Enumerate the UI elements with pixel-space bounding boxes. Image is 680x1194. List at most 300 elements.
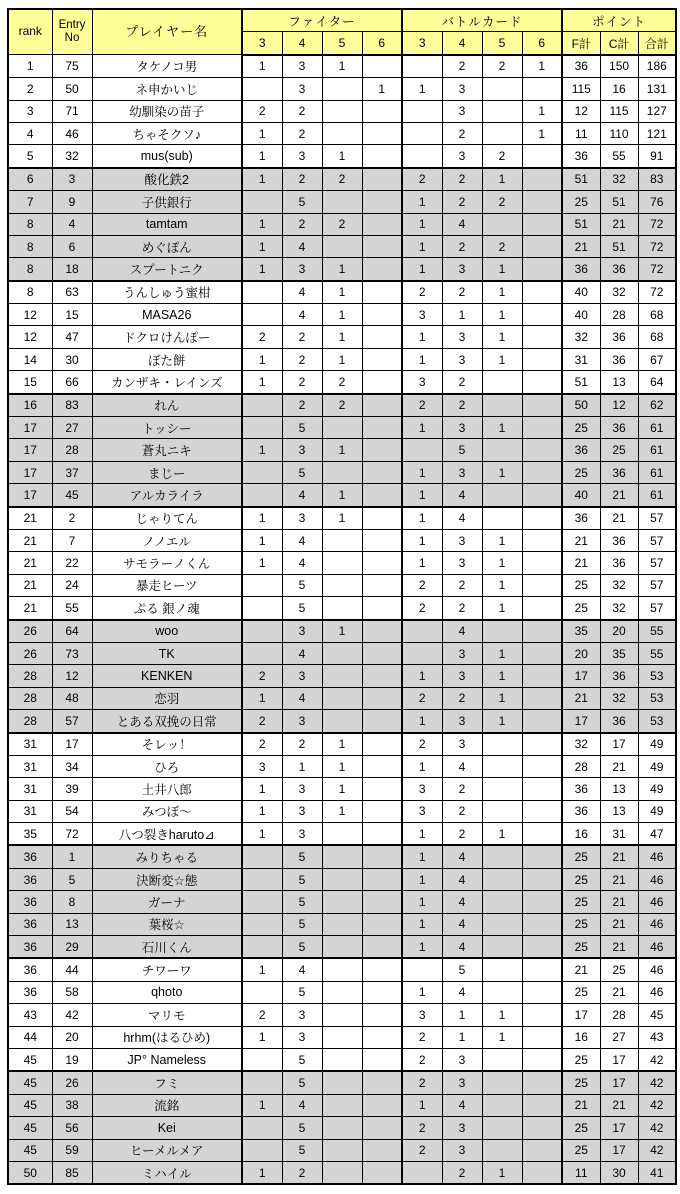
cell-battlecard-3: 1	[402, 78, 442, 100]
cell-battlecard-6	[522, 710, 562, 733]
cell-point-total: 61	[638, 461, 676, 483]
cell-battlecard-3: 1	[402, 529, 442, 551]
cell-battlecard-6	[522, 213, 562, 235]
cell-rank: 8	[8, 235, 52, 257]
cell-rank: 12	[8, 326, 52, 348]
cell-rank: 36	[8, 981, 52, 1003]
cell-entry-no: 75	[52, 55, 92, 78]
cell-fighter-4: 2	[282, 122, 322, 144]
cell-battlecard-3: 1	[402, 665, 442, 687]
cell-battlecard-5: 1	[482, 417, 522, 439]
cell-fighter-3	[242, 1071, 282, 1094]
cell-fighter-4: 2	[282, 213, 322, 235]
cell-player-name: とある双挽の日常	[92, 710, 242, 733]
cell-fighter-5	[322, 891, 362, 913]
cell-fighter-5: 2	[322, 371, 362, 394]
cell-rank: 17	[8, 417, 52, 439]
cell-battlecard-3: 1	[402, 868, 442, 890]
table-row	[8, 1071, 676, 1094]
cell-battlecard-5: 1	[482, 1004, 522, 1026]
cell-fighter-3: 1	[242, 1094, 282, 1116]
cell-player-name: 蒼丸ニキ	[92, 439, 242, 461]
table-row	[8, 1004, 676, 1026]
cell-player-name: サモラーノくん	[92, 552, 242, 574]
cell-fighter-3	[242, 597, 282, 620]
cell-point-c-total: 150	[600, 55, 638, 78]
cell-fighter-5: 1	[322, 326, 362, 348]
cell-fighter-3	[242, 1048, 282, 1071]
cell-fighter-4: 4	[282, 642, 322, 664]
cell-player-name: ぼた餅	[92, 348, 242, 370]
cell-player-name: qhoto	[92, 981, 242, 1003]
cell-battlecard-6	[522, 461, 562, 483]
cell-point-f-total: 16	[562, 823, 600, 846]
cell-battlecard-3: 3	[402, 371, 442, 394]
cell-battlecard-5	[482, 1094, 522, 1116]
cell-battlecard-3	[402, 122, 442, 144]
table-row	[8, 348, 676, 370]
cell-fighter-5	[322, 710, 362, 733]
cell-battlecard-6	[522, 574, 562, 596]
cell-fighter-6	[362, 145, 402, 168]
cell-fighter-3	[242, 620, 282, 643]
cell-battlecard-6	[522, 371, 562, 394]
cell-fighter-3	[242, 642, 282, 664]
cell-fighter-3	[242, 981, 282, 1003]
cell-battlecard-6	[522, 326, 562, 348]
cell-point-c-total: 32	[600, 168, 638, 191]
cell-point-f-total: 25	[562, 981, 600, 1003]
cell-player-name: まじー	[92, 461, 242, 483]
cell-battlecard-6	[522, 78, 562, 100]
cell-battlecard-4: 3	[442, 1139, 482, 1161]
cell-player-name: JP° Nameless	[92, 1048, 242, 1071]
cell-battlecard-4: 3	[442, 145, 482, 168]
header-battlecard-3: 3	[402, 32, 442, 55]
cell-player-name: ネ申かいじ	[92, 78, 242, 100]
cell-fighter-4: 2	[282, 168, 322, 191]
table-row	[8, 1117, 676, 1139]
table-row	[8, 461, 676, 483]
cell-entry-no: 45	[52, 484, 92, 507]
cell-fighter-5	[322, 1048, 362, 1071]
cell-point-f-total: 12	[562, 100, 600, 122]
cell-fighter-6	[362, 981, 402, 1003]
tournament-results-table	[7, 8, 677, 1185]
cell-fighter-6: 1	[362, 78, 402, 100]
table-row	[8, 733, 676, 756]
cell-fighter-5: 1	[322, 507, 362, 530]
table-row	[8, 258, 676, 281]
cell-entry-no: 72	[52, 823, 92, 846]
cell-battlecard-3: 1	[402, 326, 442, 348]
cell-fighter-6	[362, 484, 402, 507]
cell-battlecard-4: 2	[442, 800, 482, 822]
table-header	[8, 9, 676, 55]
cell-point-c-total: 21	[600, 845, 638, 868]
cell-player-name: じゃりてん	[92, 507, 242, 530]
cell-entry-no: 29	[52, 936, 92, 959]
cell-point-total: 131	[638, 78, 676, 100]
cell-point-c-total: 17	[600, 733, 638, 756]
cell-fighter-5	[322, 1094, 362, 1116]
cell-fighter-4: 2	[282, 326, 322, 348]
cell-fighter-6	[362, 326, 402, 348]
cell-fighter-6	[362, 122, 402, 144]
cell-point-total: 61	[638, 484, 676, 507]
cell-battlecard-6	[522, 1117, 562, 1139]
cell-rank: 21	[8, 574, 52, 596]
cell-battlecard-3: 2	[402, 574, 442, 596]
table-row	[8, 122, 676, 144]
cell-rank: 4	[8, 122, 52, 144]
table-row	[8, 55, 676, 78]
cell-fighter-6	[362, 574, 402, 596]
cell-battlecard-4: 3	[442, 258, 482, 281]
cell-fighter-3	[242, 417, 282, 439]
cell-battlecard-4: 4	[442, 484, 482, 507]
header-fighter-4: 4	[282, 32, 322, 55]
cell-point-f-total: 21	[562, 687, 600, 709]
cell-point-f-total: 20	[562, 642, 600, 664]
cell-battlecard-3: 1	[402, 235, 442, 257]
cell-entry-no: 24	[52, 574, 92, 596]
cell-fighter-5	[322, 1004, 362, 1026]
cell-fighter-5	[322, 845, 362, 868]
cell-point-total: 67	[638, 348, 676, 370]
cell-battlecard-6	[522, 529, 562, 551]
cell-fighter-5: 1	[322, 778, 362, 800]
cell-point-f-total: 21	[562, 958, 600, 981]
cell-fighter-4: 5	[282, 845, 322, 868]
cell-fighter-6	[362, 529, 402, 551]
cell-battlecard-4: 4	[442, 755, 482, 777]
cell-point-total: 46	[638, 936, 676, 959]
cell-rank: 8	[8, 258, 52, 281]
cell-fighter-5	[322, 936, 362, 959]
cell-point-total: 57	[638, 507, 676, 530]
cell-battlecard-3: 1	[402, 823, 442, 846]
cell-player-name: MASA26	[92, 304, 242, 326]
cell-point-f-total: 21	[562, 529, 600, 551]
cell-fighter-5: 1	[322, 484, 362, 507]
cell-player-name: ヒーメルメア	[92, 1139, 242, 1161]
cell-battlecard-3: 1	[402, 913, 442, 935]
cell-point-f-total: 25	[562, 868, 600, 890]
cell-battlecard-5	[482, 620, 522, 643]
cell-point-total: 55	[638, 642, 676, 664]
cell-battlecard-3: 2	[402, 1048, 442, 1071]
cell-rank: 28	[8, 665, 52, 687]
header-fighter-5: 5	[322, 32, 362, 55]
cell-rank: 8	[8, 213, 52, 235]
cell-battlecard-5: 1	[482, 642, 522, 664]
cell-point-f-total: 21	[562, 552, 600, 574]
cell-entry-no: 39	[52, 778, 92, 800]
cell-point-c-total: 17	[600, 1071, 638, 1094]
cell-entry-no: 18	[52, 258, 92, 281]
cell-point-f-total: 36	[562, 439, 600, 461]
cell-battlecard-4: 4	[442, 936, 482, 959]
table-row	[8, 1161, 676, 1184]
cell-entry-no: 83	[52, 394, 92, 417]
cell-fighter-4: 5	[282, 574, 322, 596]
cell-fighter-5	[322, 100, 362, 122]
cell-battlecard-3: 1	[402, 891, 442, 913]
cell-battlecard-5: 1	[482, 258, 522, 281]
cell-point-total: 57	[638, 552, 676, 574]
table-row	[8, 597, 676, 620]
cell-rank: 44	[8, 1026, 52, 1048]
cell-fighter-6	[362, 958, 402, 981]
cell-fighter-3	[242, 191, 282, 213]
cell-battlecard-6	[522, 168, 562, 191]
cell-point-f-total: 51	[562, 371, 600, 394]
cell-battlecard-3: 1	[402, 461, 442, 483]
cell-entry-no: 3	[52, 168, 92, 191]
cell-player-name: ぷる 銀ノ魂	[92, 597, 242, 620]
cell-point-c-total: 21	[600, 936, 638, 959]
cell-fighter-3: 2	[242, 710, 282, 733]
cell-point-c-total: 31	[600, 823, 638, 846]
cell-fighter-5	[322, 1117, 362, 1139]
cell-point-c-total: 21	[600, 507, 638, 530]
cell-point-f-total: 40	[562, 281, 600, 304]
cell-battlecard-4: 5	[442, 958, 482, 981]
cell-fighter-4: 3	[282, 620, 322, 643]
cell-battlecard-5	[482, 78, 522, 100]
cell-point-f-total: 25	[562, 936, 600, 959]
cell-entry-no: 9	[52, 191, 92, 213]
cell-entry-no: 5	[52, 868, 92, 890]
cell-battlecard-4: 2	[442, 823, 482, 846]
cell-battlecard-3	[402, 439, 442, 461]
cell-point-c-total: 17	[600, 1048, 638, 1071]
cell-fighter-5: 1	[322, 281, 362, 304]
cell-entry-no: 54	[52, 800, 92, 822]
cell-battlecard-3: 1	[402, 755, 442, 777]
cell-fighter-3: 1	[242, 213, 282, 235]
cell-point-total: 42	[638, 1139, 676, 1161]
header-entry-line1: Entry	[58, 18, 86, 31]
cell-point-f-total: 40	[562, 304, 600, 326]
table-row	[8, 845, 676, 868]
cell-fighter-3	[242, 845, 282, 868]
cell-point-f-total: 25	[562, 1117, 600, 1139]
cell-point-c-total: 25	[600, 439, 638, 461]
cell-point-c-total: 21	[600, 981, 638, 1003]
cell-battlecard-5: 2	[482, 191, 522, 213]
cell-fighter-3: 1	[242, 55, 282, 78]
cell-battlecard-6	[522, 191, 562, 213]
cell-fighter-4: 5	[282, 913, 322, 935]
cell-battlecard-6	[522, 1094, 562, 1116]
cell-fighter-5	[322, 981, 362, 1003]
cell-fighter-5	[322, 1026, 362, 1048]
cell-battlecard-6	[522, 891, 562, 913]
cell-point-f-total: 25	[562, 597, 600, 620]
cell-battlecard-3	[402, 145, 442, 168]
header-battlecard-6: 6	[522, 32, 562, 55]
cell-battlecard-3: 2	[402, 1026, 442, 1048]
cell-point-total: 72	[638, 235, 676, 257]
cell-entry-no: 59	[52, 1139, 92, 1161]
cell-fighter-6	[362, 620, 402, 643]
cell-battlecard-5	[482, 913, 522, 935]
cell-point-c-total: 28	[600, 1004, 638, 1026]
cell-fighter-5: 2	[322, 213, 362, 235]
cell-fighter-6	[362, 213, 402, 235]
cell-rank: 17	[8, 439, 52, 461]
cell-rank: 45	[8, 1139, 52, 1161]
cell-entry-no: 48	[52, 687, 92, 709]
cell-fighter-6	[362, 394, 402, 417]
cell-player-name: tamtam	[92, 213, 242, 235]
cell-rank: 31	[8, 800, 52, 822]
cell-battlecard-5: 2	[482, 145, 522, 168]
cell-battlecard-6	[522, 394, 562, 417]
cell-point-total: 49	[638, 800, 676, 822]
cell-fighter-3	[242, 304, 282, 326]
cell-battlecard-5: 1	[482, 461, 522, 483]
cell-battlecard-6	[522, 642, 562, 664]
cell-point-f-total: 17	[562, 665, 600, 687]
cell-fighter-4: 5	[282, 1117, 322, 1139]
cell-point-total: 72	[638, 213, 676, 235]
cell-player-name: ノノエル	[92, 529, 242, 551]
cell-fighter-6	[362, 1004, 402, 1026]
cell-fighter-5: 1	[322, 55, 362, 78]
cell-player-name: 恋羽	[92, 687, 242, 709]
table-row	[8, 958, 676, 981]
cell-rank: 21	[8, 507, 52, 530]
cell-battlecard-3	[402, 55, 442, 78]
cell-fighter-3: 1	[242, 258, 282, 281]
cell-battlecard-3: 3	[402, 1004, 442, 1026]
cell-player-name: めぐぽん	[92, 235, 242, 257]
cell-point-f-total: 36	[562, 778, 600, 800]
cell-fighter-3: 1	[242, 439, 282, 461]
cell-point-total: 76	[638, 191, 676, 213]
cell-player-name: 流銘	[92, 1094, 242, 1116]
cell-battlecard-5: 1	[482, 665, 522, 687]
cell-rank: 28	[8, 687, 52, 709]
cell-battlecard-3: 2	[402, 597, 442, 620]
cell-rank: 36	[8, 958, 52, 981]
cell-battlecard-5	[482, 778, 522, 800]
cell-fighter-5	[322, 552, 362, 574]
cell-fighter-4: 3	[282, 55, 322, 78]
table-row	[8, 1094, 676, 1116]
cell-fighter-6	[362, 417, 402, 439]
cell-fighter-6	[362, 1094, 402, 1116]
cell-player-name: カンザキ・レインズ	[92, 371, 242, 394]
cell-battlecard-3: 2	[402, 168, 442, 191]
cell-battlecard-4: 2	[442, 394, 482, 417]
cell-rank: 45	[8, 1048, 52, 1071]
cell-battlecard-5: 1	[482, 348, 522, 370]
cell-fighter-6	[362, 461, 402, 483]
cell-fighter-4: 4	[282, 281, 322, 304]
cell-battlecard-6: 1	[522, 55, 562, 78]
cell-player-name: hrhm(はるひめ)	[92, 1026, 242, 1048]
cell-fighter-6	[362, 1161, 402, 1184]
cell-battlecard-4: 3	[442, 665, 482, 687]
cell-fighter-6	[362, 191, 402, 213]
cell-fighter-6	[362, 439, 402, 461]
cell-battlecard-3	[402, 100, 442, 122]
cell-fighter-3: 1	[242, 1161, 282, 1184]
header-point-c-total: C計	[600, 32, 638, 55]
cell-point-f-total: 36	[562, 145, 600, 168]
cell-rank: 36	[8, 936, 52, 959]
cell-fighter-4: 4	[282, 552, 322, 574]
cell-battlecard-3: 2	[402, 1071, 442, 1094]
cell-battlecard-6	[522, 733, 562, 756]
cell-fighter-5: 1	[322, 145, 362, 168]
cell-point-f-total: 36	[562, 55, 600, 78]
cell-entry-no: 4	[52, 213, 92, 235]
cell-battlecard-3: 1	[402, 213, 442, 235]
cell-battlecard-5: 2	[482, 235, 522, 257]
cell-entry-no: 26	[52, 1071, 92, 1094]
cell-fighter-4: 5	[282, 936, 322, 959]
cell-battlecard-5	[482, 439, 522, 461]
cell-fighter-4: 4	[282, 484, 322, 507]
cell-battlecard-6	[522, 1048, 562, 1071]
cell-battlecard-6	[522, 348, 562, 370]
cell-point-total: 61	[638, 417, 676, 439]
cell-point-f-total: 25	[562, 417, 600, 439]
cell-fighter-4: 3	[282, 823, 322, 846]
cell-battlecard-6	[522, 1026, 562, 1048]
cell-point-f-total: 25	[562, 1139, 600, 1161]
cell-battlecard-4: 3	[442, 529, 482, 551]
cell-fighter-5	[322, 1161, 362, 1184]
cell-point-c-total: 12	[600, 394, 638, 417]
cell-player-name: トッシー	[92, 417, 242, 439]
cell-entry-no: 38	[52, 1094, 92, 1116]
cell-battlecard-4: 3	[442, 326, 482, 348]
cell-rank: 50	[8, 1161, 52, 1184]
cell-point-f-total: 32	[562, 326, 600, 348]
cell-battlecard-4: 5	[442, 439, 482, 461]
cell-fighter-3: 2	[242, 100, 282, 122]
cell-rank: 1	[8, 55, 52, 78]
cell-fighter-3: 2	[242, 326, 282, 348]
cell-battlecard-5	[482, 800, 522, 822]
cell-battlecard-4: 4	[442, 507, 482, 530]
cell-fighter-3: 2	[242, 1004, 282, 1026]
cell-entry-no: 22	[52, 552, 92, 574]
cell-rank: 43	[8, 1004, 52, 1026]
cell-point-c-total: 51	[600, 235, 638, 257]
cell-entry-no: 71	[52, 100, 92, 122]
cell-battlecard-5	[482, 733, 522, 756]
cell-battlecard-3: 1	[402, 191, 442, 213]
cell-point-c-total: 36	[600, 417, 638, 439]
cell-battlecard-3: 1	[402, 1094, 442, 1116]
cell-point-f-total: 25	[562, 574, 600, 596]
cell-battlecard-3: 1	[402, 552, 442, 574]
cell-battlecard-6	[522, 235, 562, 257]
cell-point-total: 62	[638, 394, 676, 417]
cell-battlecard-6: 1	[522, 122, 562, 144]
cell-fighter-4: 2	[282, 100, 322, 122]
table-row	[8, 665, 676, 687]
cell-point-total: 53	[638, 665, 676, 687]
cell-battlecard-3: 2	[402, 394, 442, 417]
